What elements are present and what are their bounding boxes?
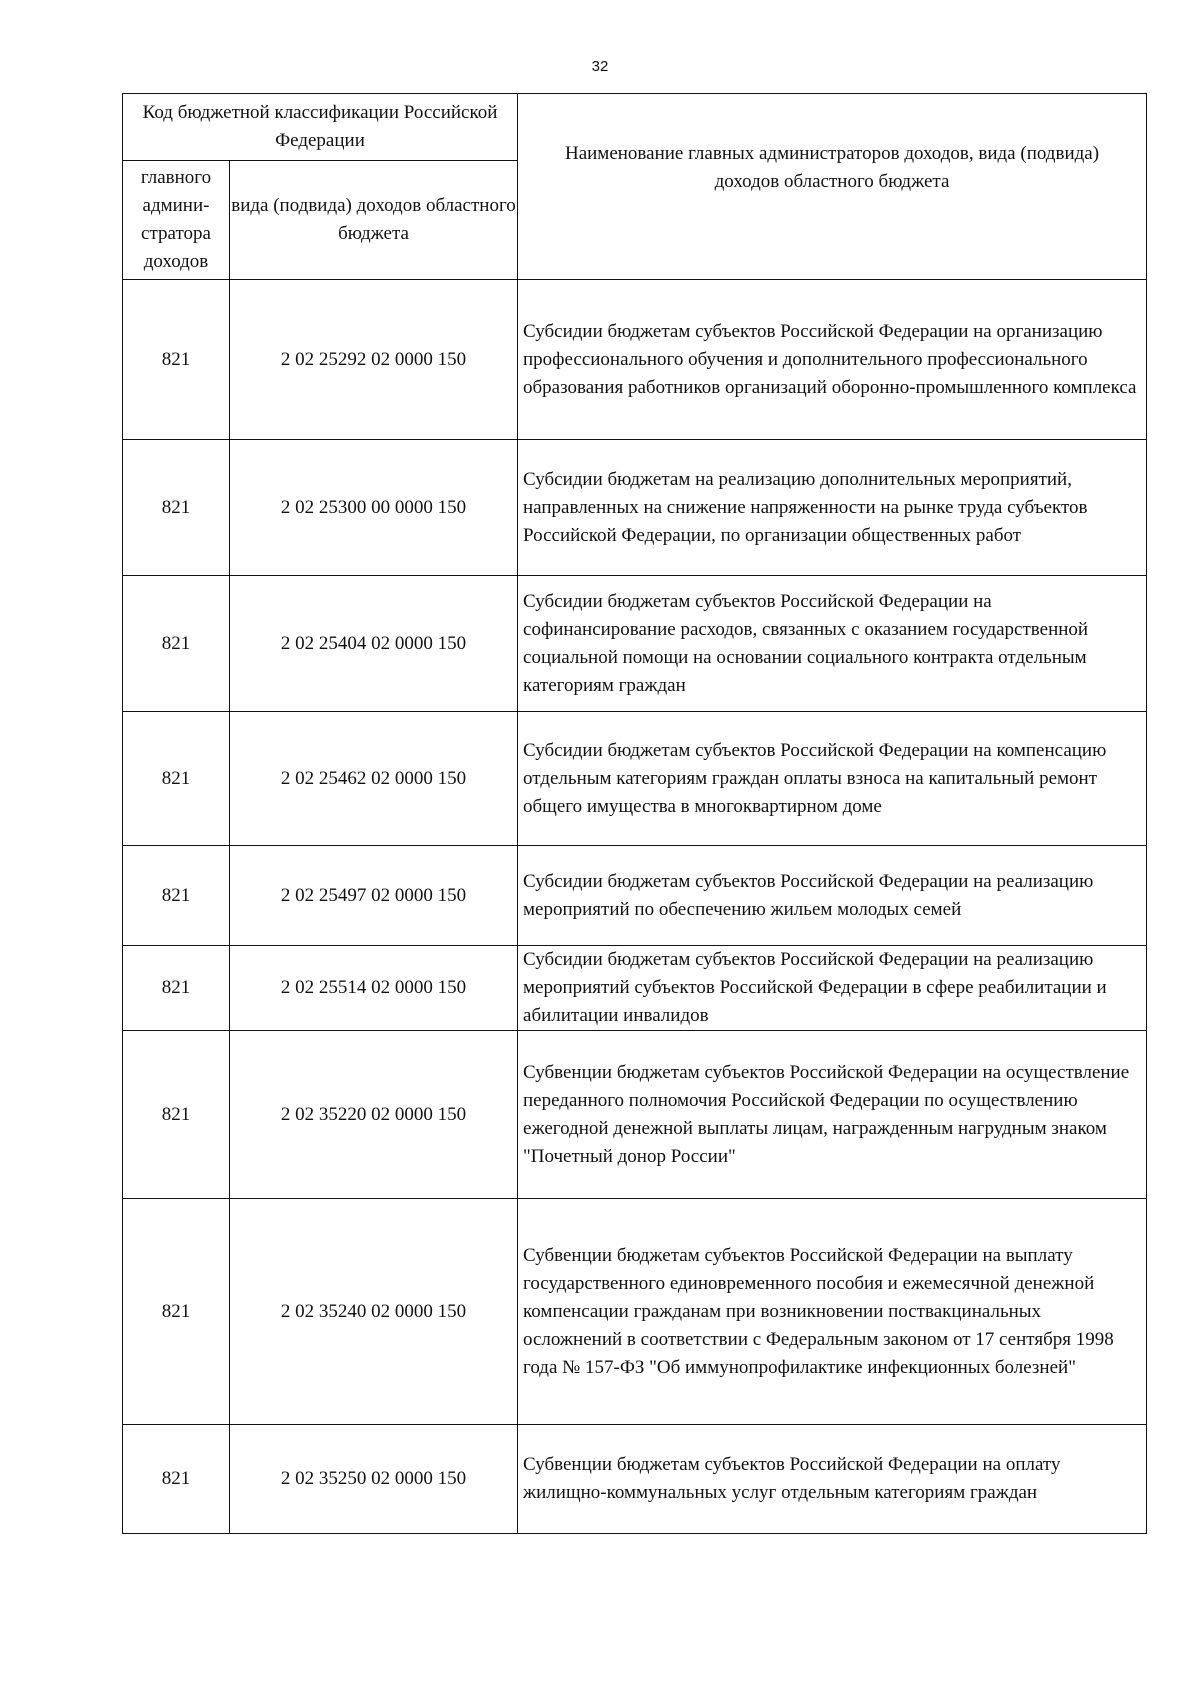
table-row xyxy=(123,1425,1147,1534)
page-number: 32 xyxy=(591,58,609,75)
cell-admin-code: 821 xyxy=(123,1199,230,1425)
cell-income-code: 2 02 25404 02 0000 150 xyxy=(230,576,518,712)
cell-income-code: 2 02 25497 02 0000 150 xyxy=(230,846,518,946)
table-row xyxy=(123,1199,1147,1425)
table-row xyxy=(123,440,1147,576)
budget-classification-table xyxy=(122,93,1147,1534)
table-row xyxy=(123,946,1147,1031)
cell-income-name: Субсидии бюджетам на реализацию дополнительных мероприятий, направленных на снижение напряженности на рынке труда субъектов Российской Федерации, по организации общественных работ xyxy=(518,440,1147,576)
cell-admin-code: 821 xyxy=(123,440,230,576)
cell-income-name: Субсидии бюджетам субъектов Российской Федерации на реализацию мероприятий субъектов Российской Федерации в сфере реабилитации и абилитации инвалидов xyxy=(518,946,1147,1031)
header-admin-column: главного админи-стратора доходов xyxy=(123,161,230,280)
table-row xyxy=(123,280,1147,440)
cell-income-code: 2 02 35240 02 0000 150 xyxy=(230,1199,518,1425)
cell-income-code: 2 02 25300 00 0000 150 xyxy=(230,440,518,576)
table-row xyxy=(123,846,1147,946)
cell-income-code: 2 02 25514 02 0000 150 xyxy=(230,946,518,1031)
cell-admin-code: 821 xyxy=(123,576,230,712)
table-row xyxy=(123,576,1147,712)
cell-admin-code: 821 xyxy=(123,1031,230,1199)
header-code-column: вида (подвида) доходов областного бюджета xyxy=(230,161,518,280)
cell-admin-code: 821 xyxy=(123,1425,230,1534)
cell-income-name: Субсидии бюджетам субъектов Российской Федерации на компенсацию отдельным категориям граждан оплаты взноса на капитальный ремонт общего имущества в многоквартирном доме xyxy=(518,712,1147,846)
cell-income-code: 2 02 25292 02 0000 150 xyxy=(230,280,518,440)
table-row xyxy=(123,1031,1147,1199)
cell-income-code: 2 02 35220 02 0000 150 xyxy=(230,1031,518,1199)
cell-income-name: Субсидии бюджетам субъектов Российской Федерации на софинансирование расходов, связанных с оказанием государственной социальной помощи на основании социального контракта отдельным категориям граждан xyxy=(518,576,1147,712)
table-row xyxy=(123,712,1147,846)
header-budget-code-group: Код бюджетной классификации Российской Федерации xyxy=(123,94,518,161)
cell-income-code: 2 02 35250 02 0000 150 xyxy=(230,1425,518,1534)
cell-income-name: Субвенции бюджетам субъектов Российской Федерации на осуществление переданного полномочия Российской Федерации по осуществлению ежегодной денежной выплаты лицам, награжденным нагрудным знаком "Почетный донор России" xyxy=(518,1031,1147,1199)
cell-income-name: Субсидии бюджетам субъектов Российской Федерации на реализацию мероприятий по обеспечению жильем молодых семей xyxy=(518,846,1147,946)
cell-admin-code: 821 xyxy=(123,946,230,1031)
cell-income-name: Субсидии бюджетам субъектов Российской Федерации на организацию профессионального обучения и дополнительного профессионального образования работников организаций оборонно-промышленного комплекса xyxy=(518,280,1147,440)
header-name-column: Наименование главных администраторов доходов, вида (подвида) доходов областного бюджета xyxy=(518,94,1147,280)
cell-admin-code: 821 xyxy=(123,846,230,946)
cell-income-name: Субвенции бюджетам субъектов Российской Федерации на оплату жилищно-коммунальных услуг отдельным категориям граждан xyxy=(518,1425,1147,1534)
cell-income-name: Субвенции бюджетам субъектов Российской Федерации на выплату государственного единовременного пособия и ежемесячной денежной компенсации гражданам при возникновении поствакцинальных осложнений в соответствии с Федеральным законом от 17 сентября 1998 года № 157-ФЗ "Об иммунопрофилактике инфекционных болезней" xyxy=(518,1199,1147,1425)
cell-income-code: 2 02 25462 02 0000 150 xyxy=(230,712,518,846)
cell-admin-code: 821 xyxy=(123,712,230,846)
cell-admin-code: 821 xyxy=(123,280,230,440)
